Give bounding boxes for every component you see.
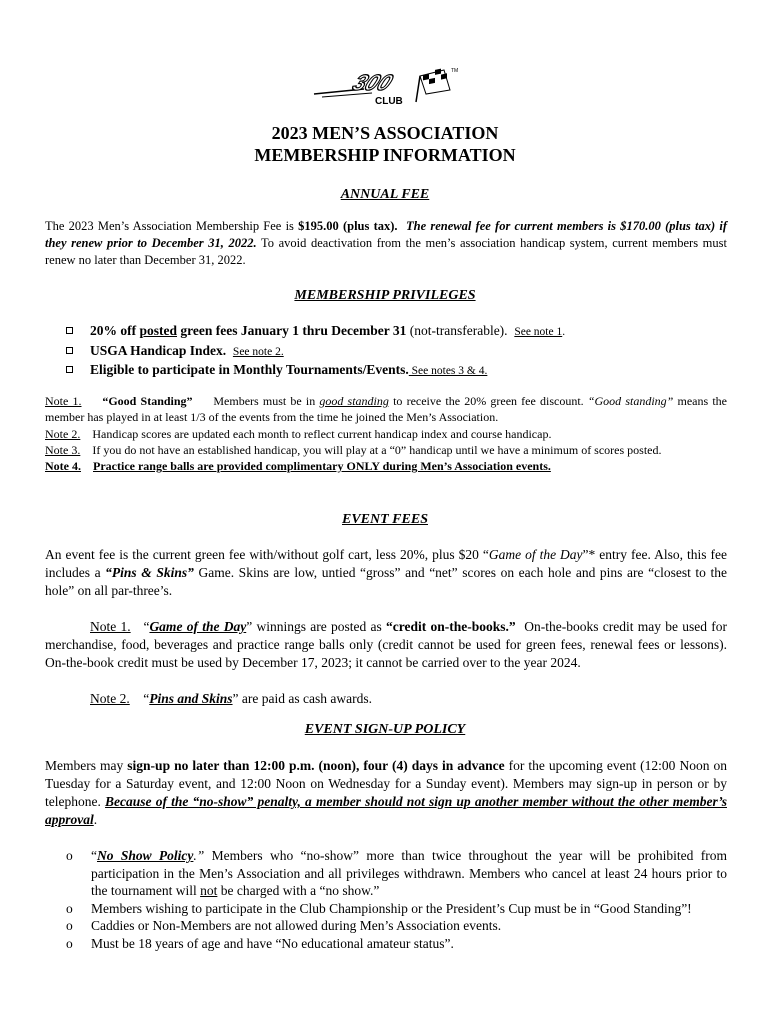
note-4: Note 4. Practice range balls are provided complimentary ONLY during Men’s Association events.	[45, 459, 551, 474]
svg-text:TM: TM	[451, 68, 459, 74]
circle-bullet-icon: o	[66, 918, 73, 933]
list-item: 20% off posted green fees January 1 thru December 31 (not-transferable). See note 1.	[66, 322, 565, 342]
see-note-link: See note 1	[514, 326, 563, 338]
circle-bullet-icon: o	[66, 848, 73, 863]
svg-text:300: 300	[348, 70, 397, 95]
signup-policy-paragraph: Members may sign-up no later than 12:00 p.m. (noon), four (4) days in advance for the upcoming event (12:00 Noon on Tuesday for a Saturday event, and 12:00 Noon on Wednesday for a Sunday event). Members may sign-up in person or by telephone. Because of the “no-show” penalty, a member should not sign up another member without the other member’s approval.	[45, 758, 727, 827]
event-fees-note-2: Note 2. “Pins and Skins” are paid as cash awards.	[90, 691, 372, 706]
checkered-flag-icon	[416, 69, 450, 102]
event-fees-note-1: Note 1. “Game of the Day” winnings are posted as “credit on-the-books.” On-the-books credit may be used for merchandise, food, beverages and practice range balls only (credit cannot be used for green fees, renewal fees or lessons). On-the-book credit must be used by December 17, 2023; it cannot be carried over to the year 2024.	[45, 619, 727, 670]
annual-fee-heading: ANNUAL FEE	[340, 187, 430, 202]
privileges-heading: MEMBERSHIP PRIVILEGES	[294, 288, 476, 303]
list-item: o Must be 18 years of age and have “No educational amateur status”.	[66, 935, 454, 951]
checkbox-bullet-icon	[66, 327, 73, 334]
event-fees-paragraph: An event fee is the current green fee with/without golf cart, less 20%, plus $20 “Game of the Day”* entry fee. Also, this fee includes a “Pins & Skins” Game. Skins are low, untied “gross” and “net” scores on each hole and pins are “closest to the hole” on all par-three’s.	[45, 547, 727, 598]
page-title	[0, 122, 770, 166]
checkbox-bullet-icon	[66, 347, 73, 354]
privileges-list	[66, 322, 565, 381]
title-line-1: 2023 MEN’S ASSOCIATION	[271, 123, 499, 143]
note-2: Note 2. Handicap scores are updated each month to reflect current handicap index and course handicap.	[45, 426, 552, 441]
list-item: USGA Handicap Index. See note 2.	[66, 342, 565, 362]
circle-bullet-icon: o	[66, 935, 73, 951]
see-note-link: See note 2.	[232, 345, 284, 358]
svg-text:CLUB: CLUB	[375, 96, 403, 107]
annual-fee-paragraph: The 2023 Men’s Association Membership Fee is $195.00 (plus tax). The renewal fee for current members is $170.00 (plus tax) if they renew prior to December 31, 2022. To avoid deactivation from the men’s association handicap system, current members must renew no later than December 31, 2022.	[45, 219, 727, 267]
note-1: Note 1. “Good Standing” Members must be in good standing to receive the 20% green fee discount. “Good standing” means the member has played in at least 1/3 of the events from the time he joined the Men’s Association.	[45, 394, 728, 425]
list-item: o Caddies or Non-Members are not allowed during Men’s Association events.	[66, 918, 502, 933]
checkbox-bullet-icon	[66, 366, 73, 373]
note-3: Note 3. If you do not have an established handicap, you will play at a “0” handicap until we have a minimum of scores posted.	[45, 442, 662, 457]
circle-bullet-icon: o	[66, 900, 73, 916]
event-fees-heading: EVENT FEES	[342, 512, 428, 527]
list-item: o “No Show Policy.” Members who “no-show” more than twice throughout the year will be prohibited from participation in the Men’s Association and all privileges withdrawn. Members who cancel at least 24 hours prior to the tournament will not be charged with a “no show.”	[66, 848, 727, 898]
title-line-2: MEMBERSHIP INFORMATION	[254, 145, 516, 165]
see-note-link: See notes 3 & 4.	[408, 365, 488, 377]
signup-policy-heading: EVENT SIGN-UP POLICY	[304, 722, 466, 737]
list-item: o Members wishing to participate in the Club Championship or the President’s Cup must be in “Good Standing”!	[66, 900, 692, 916]
club-logo	[312, 62, 462, 108]
list-item: Eligible to participate in Monthly Tournaments/Events. See notes 3 & 4.	[66, 361, 565, 381]
signup-policy-list	[66, 847, 727, 952]
privilege-notes	[45, 393, 727, 474]
